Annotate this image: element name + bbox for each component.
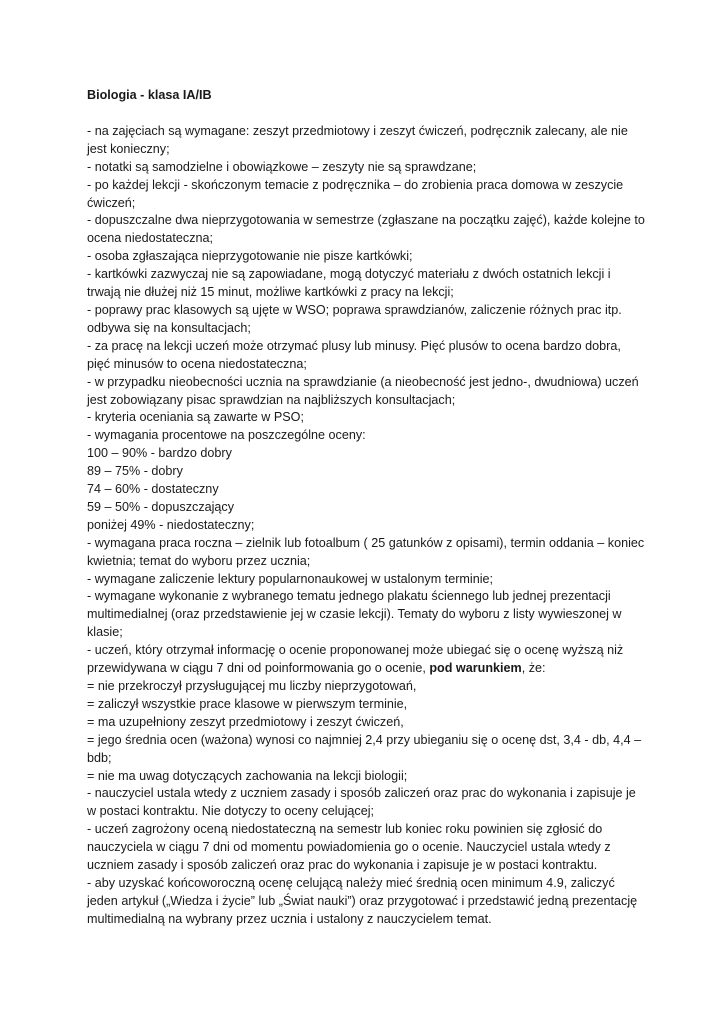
- closing-rule: - aby uzyskać końcoworoczną ocenę celującą należy mieć średnią ocen minimum 4.9, zaliczyć jeden artykuł („Wiedza i życie” lub „Świat nauki”) oraz przygotować i przedstawić jedną prezentację multimedialną na wybrany przez ucznia i ustalony z nauczycielem temat.: [87, 875, 638, 926]
- rule-line: - wymagane wykonanie z wybranego tematu jednego plakatu ściennego lub jednej prezentacji multimedialnej (oraz przedstawienie jej w czasie lekcji). Tematy do wyboru z listy wywieszonej w klasie;: [87, 589, 622, 640]
- rule-line: - wymagania procentowe na poszczególne oceny:: [87, 428, 366, 443]
- rules-list: [87, 123, 647, 929]
- grade-threshold: poniżej 49% - niedostateczny;: [87, 517, 255, 532]
- document-title: Biologia - klasa IA/IB: [87, 88, 212, 102]
- rule-line: - na zajęciach są wymagane: zeszyt przedmiotowy i zeszyt ćwiczeń, podręcznik zalecany, ale nie jest konieczny;: [87, 123, 628, 156]
- rule-line: - w przypadku nieobecności ucznia na sprawdzianie (a nieobecność jest jedno-, dwudniowa) uczeń jest zobowiązany pisac sprawdzian na najbliższych konsultacjach;: [87, 374, 639, 407]
- grade-threshold: 74 – 60% - dostateczny: [87, 482, 219, 497]
- conditional-text-after: , że:: [521, 661, 546, 676]
- rule-line: - kryteria oceniania są zawarte w PSO;: [87, 410, 304, 425]
- grade-threshold: 59 – 50% - dopuszczający: [87, 499, 235, 514]
- rule-line: - dopuszczalne dwa nieprzygotowania w semestrze (zgłaszane na początku zajęć), każde kolejne to ocena niedostateczna;: [87, 213, 645, 246]
- rule-line: - za pracę na lekcji uczeń może otrzymać plusy lub minusy. Pięć plusów to ocena bardzo dobra, pięć minusów to ocena niedostateczna;: [87, 338, 621, 371]
- closing-rule: - nauczyciel ustala wtedy z uczniem zasady i sposób zaliczeń oraz prac do wykonania i zapisuje je w postaci kontraktu. Nie dotyczy to oceny celującej;: [87, 786, 636, 819]
- conditional-emphasis: pod warunkiem: [429, 661, 522, 676]
- rule-line: - wymagane zaliczenie lektury popularnonaukowej w ustalonym terminie;: [87, 571, 493, 586]
- title-spacer: [87, 105, 647, 123]
- rule-line: - po każdej lekcji - skończonym temacie z podręcznika – do zrobienia praca domowa w zeszycie ćwiczeń;: [87, 177, 624, 210]
- conditional-text-before: - uczeń, który otrzymał informację o ocenie proponowanej może ubiegać się o ocenę wyższą niż przewidywana w ciągu 7 dni od poinformowania go o ocenie,: [87, 643, 624, 676]
- grade-threshold: 100 – 90% - bardzo dobry: [87, 446, 232, 461]
- condition-item: = ma uzupełniony zeszyt przedmiotowy i zeszyt ćwiczeń,: [87, 714, 404, 729]
- closing-rule: - uczeń zagrożony oceną niedostateczną na semestr lub koniec roku powinien się zgłosić do nauczyciela w ciągu 7 dni od momentu powiadomienia go o ocenie. Nauczyciel ustala wtedy z uczniem zasady i sposób zaliczeń oraz prac do wykonania i zapisuje je w postaci kontraktu.: [87, 822, 611, 873]
- conditional-rule: [87, 642, 647, 678]
- rule-line: - wymagana praca roczna – zielnik lub fotoalbum ( 25 gatunków z opisami), termin oddania – koniec kwietnia; temat do wyboru przez ucznia;: [87, 535, 645, 568]
- condition-item: = jego średnia ocen (ważona) wynosi co najmniej 2,4 przy ubieganiu się o ocenę dst, 3,4 - db, 4,4 – bdb;: [87, 732, 642, 765]
- condition-item: = nie przekroczył przysługującej mu liczby nieprzygotowań,: [87, 679, 417, 693]
- condition-item: = nie ma uwag dotyczących zachowania na lekcji biologii;: [87, 768, 408, 783]
- rule-line: - notatki są samodzielne i obowiązkowe – zeszyty nie są sprawdzane;: [87, 159, 477, 174]
- grade-threshold: 89 – 75% - dobry: [87, 464, 183, 479]
- rule-line: - poprawy prac klasowych są ujęte w WSO; poprawa sprawdzianów, zaliczenie różnych prac itp. odbywa się na konsultacjach;: [87, 302, 622, 335]
- rule-line: - kartkówki zazwyczaj nie są zapowiadane, mogą dotyczyć materiału z dwóch ostatnich lekcji i trwają nie dłużej niż 15 minut, możliwe kartkówki z pracy na lekcji;: [87, 267, 611, 300]
- rule-line: - osoba zgłaszająca nieprzygotowanie nie pisze kartkówki;: [87, 249, 413, 264]
- condition-item: = zaliczył wszystkie prace klasowe w pierwszym terminie,: [87, 696, 408, 711]
- document-body: [87, 87, 647, 929]
